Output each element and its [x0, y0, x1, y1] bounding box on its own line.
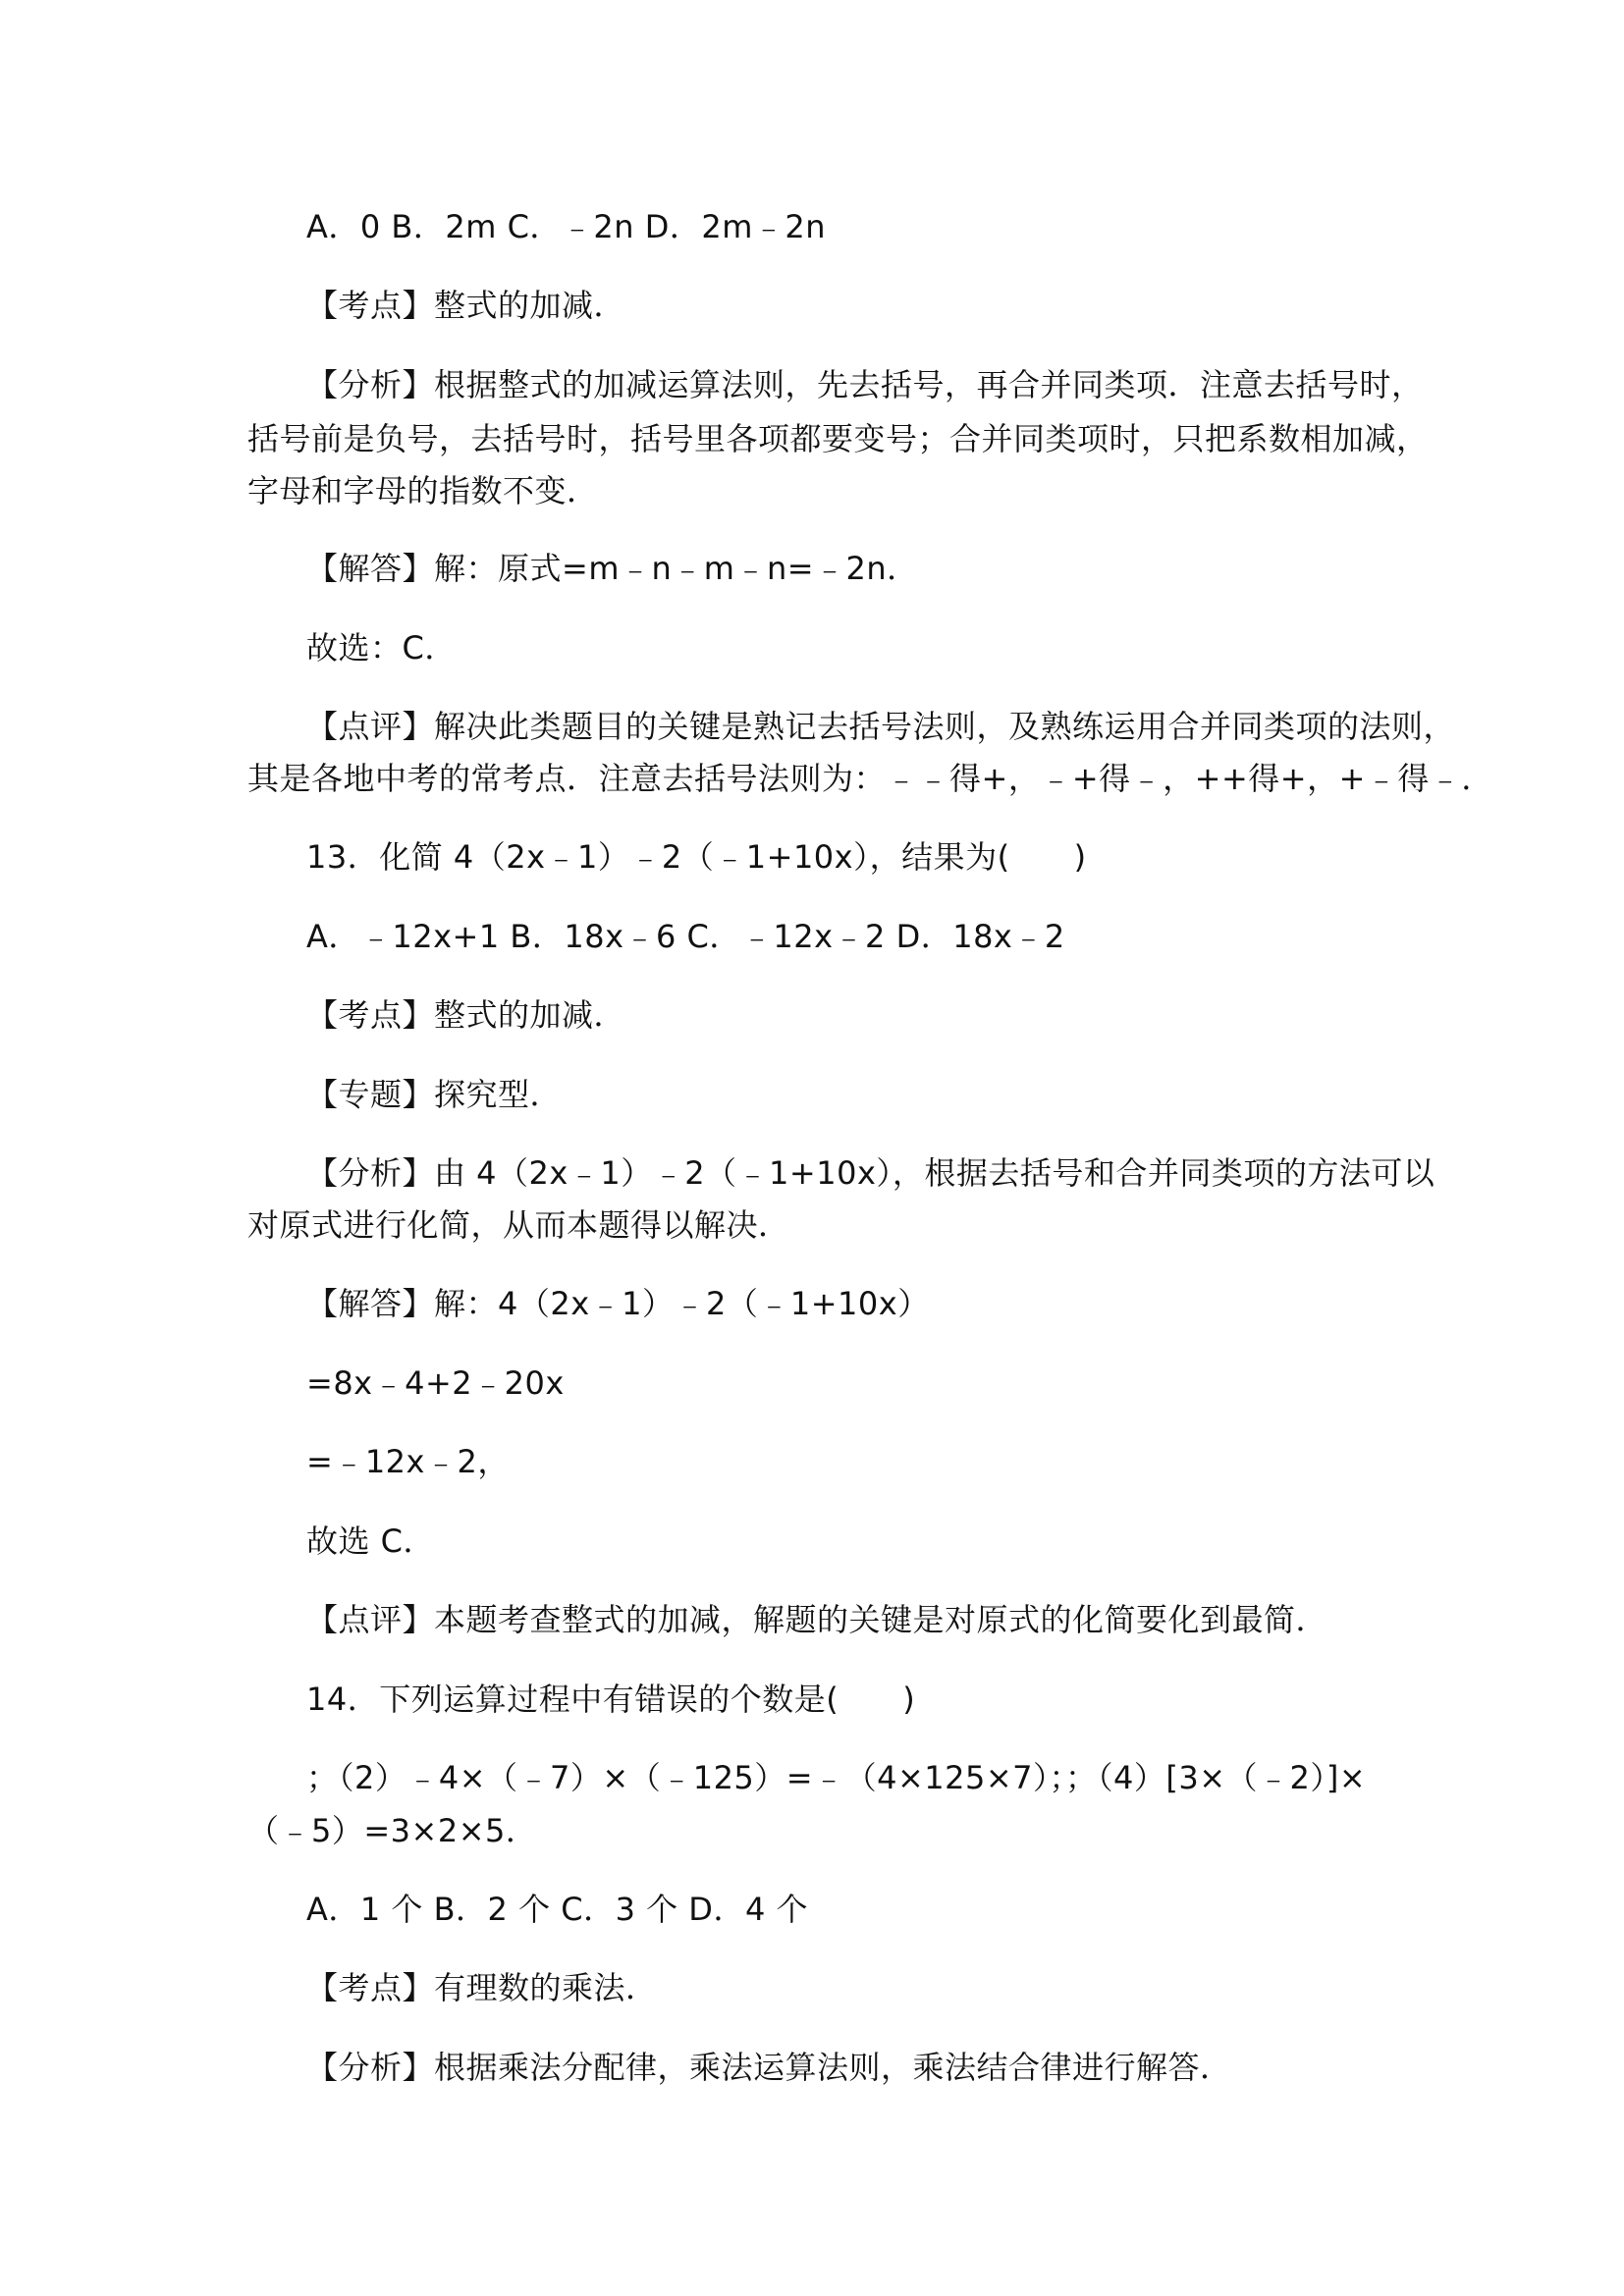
q12-fenxi-line2: 括号前是负号，去括号时，括号里各项都要变号；合并同类项时，只把系数相加减， — [247, 420, 1429, 457]
q13-fenxi-line2: 对原式进行化简，从而本题得以解决． — [247, 1206, 790, 1244]
q13-dianping: 【点评】本题考查整式的加减，解题的关键是对原式的化简要化到最简． — [306, 1601, 1328, 1638]
q13-question: 13．化简 4（2x﹣1）﹣2（﹣1+10x），结果为( ) — [306, 838, 1087, 876]
q14-options: A．1 个 B．2 个 C．3 个 D．4 个 — [306, 1891, 808, 1928]
q12-options: A．0 B．2m C．﹣2n D．2m﹣2n — [306, 208, 827, 245]
q13-kaodian: 【考点】整式的加减． — [306, 996, 626, 1034]
q13-options: A．﹣12x+1 B．18x﹣6 C．﹣12x﹣2 D．18x﹣2 — [306, 918, 1065, 955]
q14-items-line1: ；（2）﹣4×（﹣7）×（﹣125）=﹣（4×125×7）；；（4）[3×（﹣2）]× — [306, 1759, 1367, 1796]
q12-fenxi-line3: 字母和字母的指数不变． — [247, 472, 599, 509]
q14-items-line2: （﹣5）=3×2×5． — [247, 1812, 538, 1849]
q14-question: 14．下列运算过程中有错误的个数是( ) — [306, 1681, 916, 1718]
q12-dianping-line1: 【点评】解决此类题目的关键是熟记去括号法则，及熟练运用合并同类项的法则， — [306, 708, 1456, 745]
q13-jieda: 【解答】解：4（2x﹣1）﹣2（﹣1+10x） — [306, 1285, 930, 1322]
q12-guxuan: 故选：C． — [306, 629, 457, 667]
q12-dianping-line2: 其是各地中考的常考点．注意去括号法则为：﹣﹣得+，﹣+得﹣，++得+，+﹣得﹣． — [247, 760, 1493, 797]
q13-guxuan: 故选 C． — [306, 1522, 436, 1560]
q12-fenxi-line1: 【分析】根据整式的加减运算法则，先去括号，再合并同类项．注意去括号时， — [306, 366, 1424, 403]
q12-kaodian: 【考点】整式的加减． — [306, 287, 626, 324]
q14-kaodian: 【考点】有理数的乘法． — [306, 1969, 658, 2006]
q14-fenxi: 【分析】根据乘法分配律，乘法运算法则，乘法结合律进行解答． — [306, 2049, 1232, 2086]
q13-step-1: =8x﹣4+2﹣20x — [306, 1364, 565, 1402]
q12-jieda: 【解答】解：原式=m﹣n﹣m﹣n=﹣2n． — [306, 550, 919, 587]
q13-step-2: =﹣12x﹣2， — [306, 1443, 510, 1480]
q13-fenxi-line1: 【分析】由 4（2x﹣1）﹣2（﹣1+10x），根据去括号和合并同类项的方法可以 — [306, 1154, 1435, 1192]
q13-zhuanti: 【专题】探究型． — [306, 1076, 563, 1113]
